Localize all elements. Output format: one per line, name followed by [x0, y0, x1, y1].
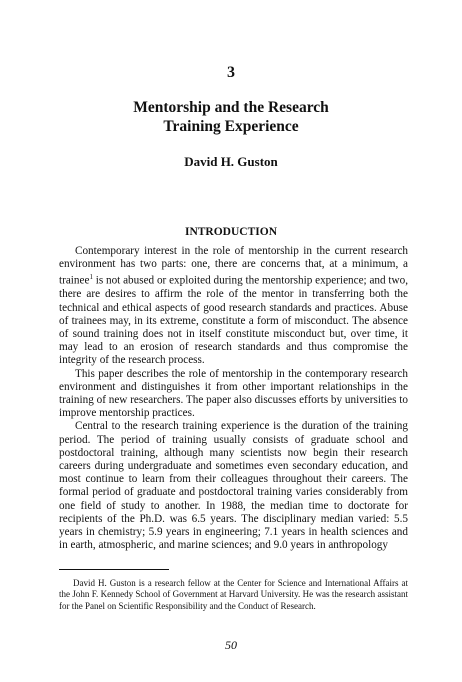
chapter-title [0, 98, 462, 136]
page-number: 50 [225, 638, 237, 652]
paragraph-1 [59, 245, 408, 368]
author-name: David H. Guston [184, 154, 278, 169]
paragraph-1-text-a: Contemporary interest in the role of mentorship in the current research environment has two parts: one, there are concerns that, at a minimum, a trainee [59, 245, 408, 288]
footnote-marker: 1 [89, 273, 93, 282]
section-heading: INTRODUCTION [184, 226, 277, 238]
chapter-number: 3 [227, 64, 235, 81]
chapter-title-line-2: Training Experience [163, 118, 299, 135]
paragraph-1-text-b: is not abused or exploited during the mentorship experience; and two, there are desires to affirm the role of the mentor in transferring both the technical and ethical aspects of good research standards and practices. Abuse of trainees may, in its extreme, constitute a form of misconduct. The absence of sound training does not in itself constitute misconduct but, over time, it may lead to an erosion of research standards and thus compromise the integrity of the research process. [59, 275, 408, 367]
author-footnote [59, 578, 408, 612]
body-text [59, 245, 408, 552]
paragraph-2: This paper describes the role of mentorship in the contemporary research environment and distinguishes it from other important relationships in the training of new researchers. The paper also discusses efforts by universities to improve mentorship practices. [59, 367, 408, 420]
footnote-divider [59, 569, 169, 570]
chapter-title-line-1: Mentorship and the Research [133, 99, 329, 116]
footnote-text: David H. Guston is a research fellow at the Center for Science and International Affairs at the John F. Kennedy School of Government at Harvard University. He was the research assistant for the Panel on Scientific Responsibility and the Conduct of Research. [59, 578, 408, 611]
paragraph-3: Central to the research training experience is the duration of the training period. The period of training usually consists of graduate school and postdoctoral training, although many scientists now begin their research careers during undergraduate and sometimes even secondary education, and most continue to learn from their colleagues throughout their careers. The formal period of graduate and postdoctoral training varies considerably from one field of study to another. In 1988, the median time to doctorate for recipients of the Ph.D. was 6.5 years. The disciplinary median varied: 5.5 years in chemistry; 5.9 years in engineering; 7.1 years in health sciences and in earth, atmospheric, and marine sciences; and 9.0 years in anthropology [59, 420, 408, 552]
